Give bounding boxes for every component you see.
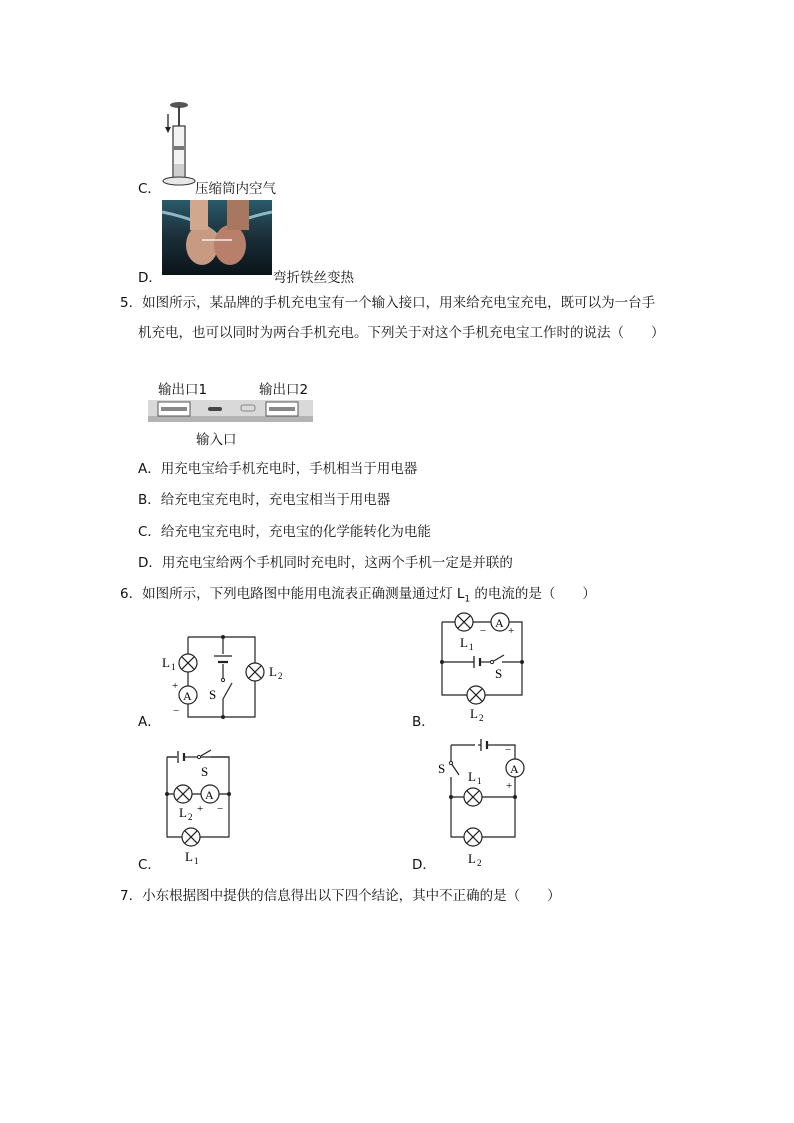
svg-text:L: L	[460, 635, 468, 650]
fig-label-input: 输入口	[196, 432, 237, 448]
svg-text:A: A	[495, 616, 504, 630]
svg-text:−: −	[217, 803, 224, 815]
q4-option-d: D．	[138, 270, 162, 286]
q5-option-c: C．给充电宝充电时，充电宝的化学能转化为电能	[138, 524, 431, 540]
svg-text:L: L	[468, 769, 476, 784]
lamp-label: L	[269, 664, 277, 679]
q6-option-a: A．	[138, 714, 161, 730]
pump-cylinder-image	[160, 100, 196, 188]
q6-option-d: D．	[412, 857, 436, 873]
svg-text:−: −	[480, 625, 487, 637]
q7-stem: 7．小东根据图中提供的信息得出以下四个结论，其中不正确的是（ ）	[120, 888, 561, 904]
q5-stem-line1: 5．如图所示，某品牌的手机充电宝有一个输入接口，用来给充电宝充电，既可以为一台手	[120, 295, 656, 311]
power-bank-image	[148, 398, 313, 426]
svg-text:S: S	[495, 666, 503, 681]
svg-text:2: 2	[479, 713, 484, 723]
switch-label: S	[209, 687, 217, 702]
q5-option-d: D．用充电宝给两个手机同时充电时，这两个手机一定是并联的	[138, 555, 513, 571]
q5-option-a: A．用充电宝给手机充电时，手机相当于用电器	[138, 461, 418, 477]
q4-option-c	[138, 177, 161, 197]
bending-wire-photo	[162, 200, 272, 275]
svg-text:2: 2	[278, 671, 283, 681]
svg-text:+: +	[506, 780, 513, 792]
svg-text:A: A	[205, 788, 214, 802]
svg-text:+: +	[508, 625, 515, 637]
fig-label-output-2: 输出口2	[259, 382, 309, 398]
option-letter: C．	[138, 181, 161, 197]
svg-text:1: 1	[171, 662, 176, 672]
q5-stem-line2: 机充电，也可以同时为两台手机充电。下列关于对这个手机充电宝工作时的说法（ ）	[138, 325, 665, 341]
svg-text:L: L	[179, 805, 187, 820]
fig-label-output-1: 输出口1	[158, 382, 208, 398]
q6-stem: 6．如图所示，下列电路图中能用电流表正确测量通过灯 $L_1$ 的电流的是（ ）	[120, 586, 596, 605]
svg-text:S: S	[438, 761, 446, 776]
ammeter-label: A	[183, 689, 192, 703]
q4-option-c-text: 压缩筒内空气	[195, 181, 276, 197]
svg-text:1: 1	[477, 776, 482, 786]
svg-text:−: −	[505, 744, 512, 756]
svg-text:L: L	[470, 706, 478, 721]
circuit-a	[150, 625, 290, 730]
svg-text:2: 2	[477, 858, 482, 868]
svg-text:L: L	[468, 851, 476, 866]
svg-text:+: +	[197, 803, 204, 815]
lamp-label: L	[162, 655, 170, 670]
circuit-b	[430, 610, 540, 725]
svg-text:1: 1	[194, 856, 199, 866]
svg-text:A: A	[510, 762, 519, 776]
q5-option-b: B．给充电宝充电时，充电宝相当于用电器	[138, 492, 391, 508]
svg-text:1: 1	[469, 642, 474, 652]
q6-option-b: B．	[412, 714, 435, 730]
svg-text:−: −	[173, 705, 180, 717]
svg-text:2: 2	[188, 812, 193, 822]
q6-option-c: C．	[138, 857, 161, 873]
q4-option-d-text: 弯折铁丝变热	[273, 270, 354, 286]
circuit-c	[155, 745, 245, 870]
circuit-d	[435, 735, 535, 870]
svg-text:S: S	[201, 764, 209, 779]
svg-text:+: +	[172, 680, 179, 692]
svg-text:L: L	[185, 849, 193, 864]
